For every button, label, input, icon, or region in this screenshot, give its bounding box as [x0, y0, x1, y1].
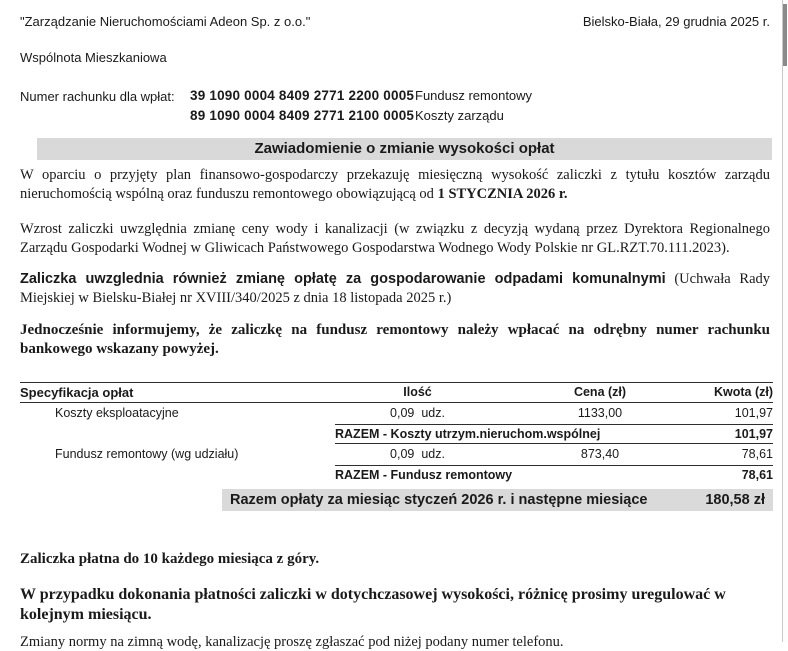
vertical-scrollbar[interactable]: [782, 0, 788, 642]
row-label: Koszty eksploatacyjne: [55, 406, 179, 421]
row-unit: udz.: [421, 406, 445, 421]
scrollbar-thumb[interactable]: [783, 4, 787, 66]
paragraph-water: Wzrost zaliczki uwzględnia zmianę ceny wody i kanalizacji (w związku z decyzją wydaną przez Dyrektora Regionalnego Zarządu Gospodarki Wodnej w Gliwicach Państwowego Gospodarstwa Wodnego Wody Polskie nr GL.RZT.70.111.2023).: [20, 221, 770, 256]
column-header-price: Cena (zł): [573, 385, 627, 400]
account-row: [190, 108, 532, 123]
community-name: Wspólnota Mieszkaniowa: [20, 50, 167, 65]
row-qty: 0,09: [390, 406, 415, 421]
column-header-spec: Specyfikacja opłat: [20, 384, 134, 400]
column-header-amount: Kwota (zł): [713, 385, 773, 400]
column-header-qty: Ilość: [403, 385, 432, 400]
paragraph-plan: W oparciu o przyjęty plan finansowo-gospodarczy przekazuję miesięczną wysokość zaliczki z tytułu kosztów zarządu nieruchomością wspólną oraz funduszu remontowego obowiązującą od 1 STYCZNIA 2026 r.: [20, 167, 770, 202]
difference-note: W przypadku dokonania płatności zaliczki w dotychczasowej wysokości, różnicę prosimy uregulować w kolejnym miesiącu.: [20, 585, 726, 624]
account-purpose-2: Koszty zarządu: [415, 108, 504, 123]
payment-due-note: Zaliczka płatna do 10 każdego miesiąca z góry.: [20, 550, 320, 567]
account-row: [190, 88, 532, 103]
row-amount: 101,97: [734, 406, 773, 421]
subtotal-amount: 78,61: [741, 468, 773, 483]
row-qty: 0,09: [390, 447, 415, 462]
company-name: "Zarządzanie Nieruchomościami Adeon Sp. z o.o.": [20, 14, 311, 29]
grand-total-label: Razem opłaty za miesiąc styczeń 2026 r. i następne miesiące: [230, 491, 648, 508]
document-header: [0, 0, 788, 29]
notice-title: Zawiadomienie o zmianie wysokości opłat: [37, 138, 772, 160]
table-header-row: [20, 382, 773, 403]
grand-total-row: [222, 489, 773, 511]
table-row: [20, 444, 773, 465]
row-price: 1133,00: [577, 406, 623, 421]
water-norm-note: Zmiany normy na zimną wodę, kanalizację proszę zgłaszać pod niżej podany numer telefonu.: [20, 634, 564, 651]
fees-table: [20, 382, 773, 511]
bank-accounts-block: [20, 88, 788, 123]
place-date: Bielsko-Biała, 29 grudnia 2025 r.: [582, 14, 770, 29]
subtotal-amount: 101,97: [734, 426, 773, 441]
subtotal-row-repair-fund: [335, 465, 773, 485]
effective-date: 1 STYCZNIA 2026 r.: [437, 185, 568, 202]
row-price: 873,40: [580, 447, 620, 462]
subtotal-label: RAZEM - Fundusz remontowy: [335, 468, 513, 483]
paragraph-waste: Zaliczka uwzglednia również zmianę opłatę za gospodarowanie odpadami komunalnymi (Uchwała Rady Miejskiej w Bielsku-Białej nr XVIII/340/2025 z dnia 18 listopada 2025 r.): [20, 271, 771, 306]
grand-total-amount: 180,58 zł: [705, 491, 765, 508]
subtotal-row-maintenance: [335, 424, 773, 444]
account-purpose-1: Fundusz remontowy: [415, 88, 533, 103]
account-number-2: 89 1090 0004 8409 2771 2100 0005: [190, 108, 415, 123]
subtotal-label: RAZEM - Koszty utrzym.nieruchom.wspólnej: [335, 426, 601, 441]
row-unit: udz.: [421, 447, 445, 462]
account-number-1: 39 1090 0004 8409 2771 2200 0005: [190, 88, 415, 103]
row-amount: 78,61: [741, 447, 773, 462]
table-row: [20, 403, 773, 424]
row-label: Fundusz remontowy (wg udziału): [55, 447, 239, 462]
account-label: Numer rachunku dla wpłat:: [20, 89, 175, 104]
paragraph-separate-account: Jednocześnie informujemy, że zaliczkę na fundusz remontowy należy wpłacać na odrębny numer rachunku bankowego wskazany powyżej.: [20, 322, 770, 358]
